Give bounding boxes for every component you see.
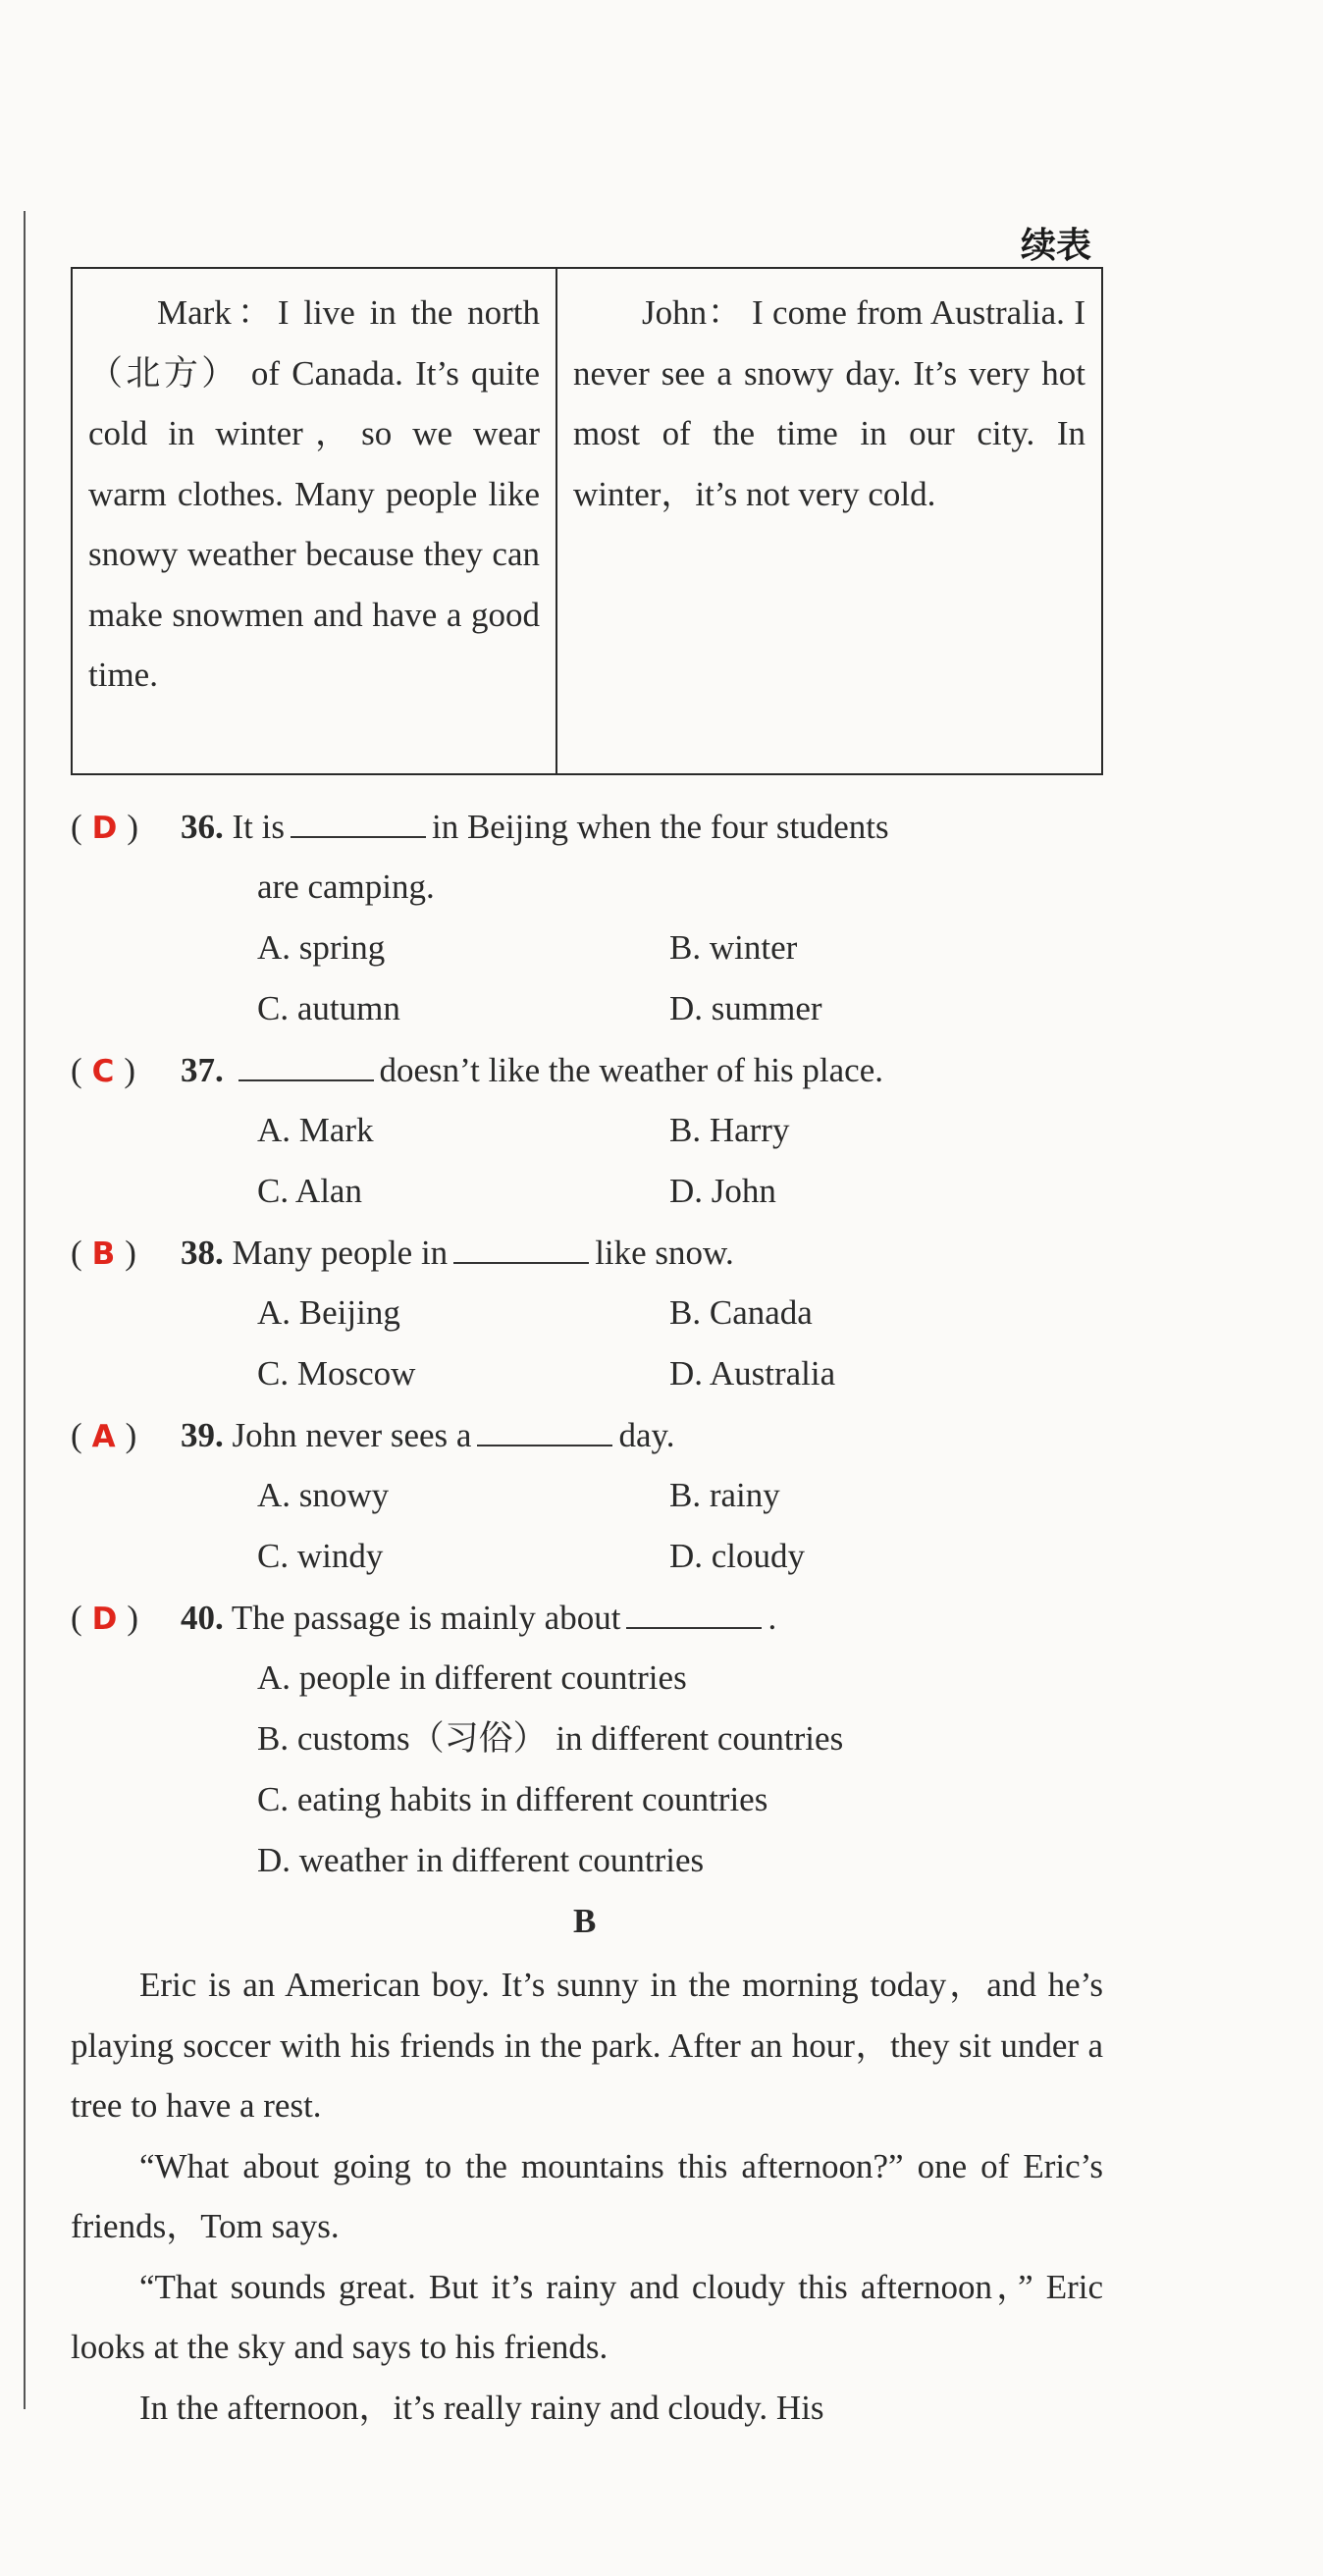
passage-paragraph: Eric is an American boy. It’s sunny in the morning today，and he’s playing soccer with his friends in the park. After an hour，they sit under a tree to have a rest. — [71, 1966, 1103, 2125]
option-c: C. eating habits in different countries — [257, 1780, 768, 1818]
option-a: A. spring — [257, 928, 386, 967]
option-d: D. Australia — [669, 1354, 836, 1393]
question-number: 39. — [181, 1416, 224, 1454]
option-b: B. customs（习俗） in different countries — [257, 1719, 844, 1758]
question-37 — [71, 1050, 883, 1091]
john-text: John： I come from Australia. I never see a snowy day. It’s very hot most of the time in our city. In winter，it’s not very cold. — [573, 293, 1085, 513]
weather-table — [71, 267, 1103, 775]
passage-paragraph: In the afternoon，it’s really rainy and cloudy. His — [139, 2388, 824, 2427]
option-a: A. Beijing — [257, 1293, 400, 1332]
answer-blank — [626, 1598, 762, 1629]
question-39 — [71, 1415, 674, 1456]
answer-bracket: ( A ) — [71, 1416, 137, 1454]
option-d: D. weather in different countries — [257, 1841, 705, 1879]
question-number: 36. — [181, 808, 224, 846]
answer-mark: D — [91, 811, 118, 846]
answer-mark: A — [91, 1419, 116, 1454]
continued-table-label: 续表 — [1021, 226, 1092, 266]
passage-paragraph: “What about going to the mountains this afternoon?” one of Eric’s friends，Tom says. — [71, 2146, 1103, 2245]
option-d: D. summer — [669, 989, 822, 1027]
option-b: B. winter — [669, 928, 798, 967]
question-number: 37. — [181, 1051, 224, 1089]
question-text-continued: are camping. — [257, 867, 435, 906]
question-text: The passage is mainly about — [231, 1599, 621, 1637]
table-cell-john — [557, 269, 1101, 773]
option-c: C. windy — [257, 1537, 384, 1575]
question-38 — [71, 1233, 734, 1274]
mark-text: Mark：I live in the north（北方） of Canada. It’s quite cold in winter，so we wear warm clothes. Many people like snowy weather because they can make snowmen and have a good time. — [88, 293, 540, 694]
answer-bracket: ( D ) — [71, 808, 139, 846]
question-text: Many people in — [232, 1234, 449, 1272]
question-text: It is — [232, 808, 285, 846]
answer-blank — [238, 1050, 374, 1081]
option-d: D. cloudy — [669, 1537, 806, 1575]
question-number: 40. — [181, 1599, 224, 1637]
option-d: D. John — [669, 1172, 776, 1210]
option-b: B. rainy — [669, 1476, 780, 1514]
answer-bracket: ( B ) — [71, 1234, 136, 1272]
answer-mark: B — [91, 1236, 116, 1272]
question-text: . — [767, 1599, 777, 1637]
table-cell-mark — [73, 269, 557, 773]
answer-mark: C — [91, 1054, 115, 1089]
section-b-title: B — [573, 1902, 597, 1940]
question-text: in Beijing when the four students — [431, 808, 889, 846]
option-a: A. Mark — [257, 1111, 374, 1149]
section-b-passage — [71, 1955, 1103, 2438]
question-text: like snow. — [595, 1234, 734, 1272]
page-margin-rule — [24, 211, 26, 2409]
option-c: C. autumn — [257, 989, 400, 1027]
question-number: 38. — [181, 1234, 224, 1272]
answer-blank — [477, 1415, 612, 1446]
option-a: A. snowy — [257, 1476, 390, 1514]
option-b: B. Harry — [669, 1111, 790, 1149]
option-b: B. Canada — [669, 1293, 813, 1332]
answer-bracket: ( C ) — [71, 1051, 136, 1089]
question-text: doesn’t like the weather of his place. — [379, 1051, 883, 1089]
option-a: A. people in different countries — [257, 1658, 687, 1697]
passage-paragraph: “That sounds great. But it’s rainy and cloudy this afternoon，” Eric looks at the sky and says to his friends. — [71, 2267, 1103, 2366]
answer-mark: D — [91, 1602, 118, 1637]
answer-bracket: ( D ) — [71, 1599, 139, 1637]
question-40 — [71, 1598, 776, 1639]
question-text: John never sees a — [232, 1416, 472, 1454]
answer-blank — [453, 1233, 589, 1264]
question-text: day. — [618, 1416, 675, 1454]
option-c: C. Alan — [257, 1172, 362, 1210]
answer-blank — [291, 807, 426, 838]
question-36 — [71, 807, 889, 848]
option-c: C. Moscow — [257, 1354, 416, 1393]
